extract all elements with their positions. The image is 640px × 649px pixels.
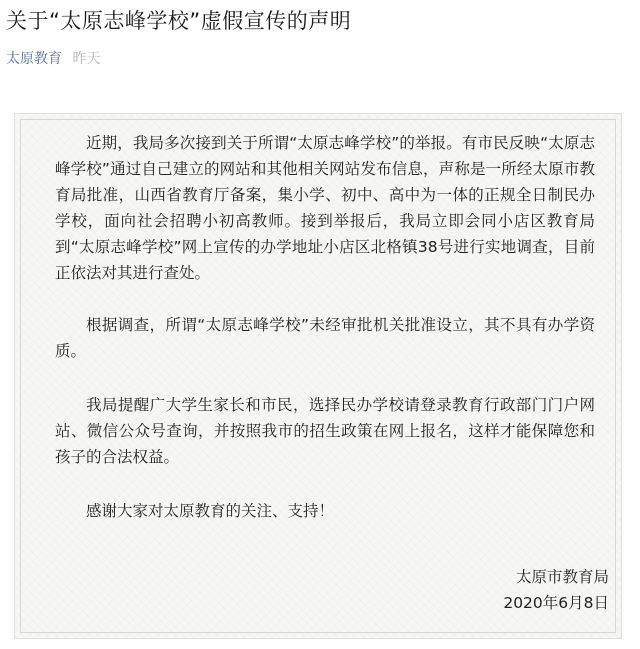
notice-paragraph: 感谢大家对太原教育的关注、支持！ [86, 502, 335, 520]
signature-organization: 太原市教育局 [515, 568, 609, 586]
article-header [6, 6, 634, 68]
notice-signature [503, 564, 609, 616]
notice-paragraph: 近期，我局多次接到关于所谓“太原志峰学校”的举报。有市民反映“太原志峰学校”通过自己建立的网站和其他相关网站发布信息，声称是一所经太原市教育局批准，山西省教育厅备案，集小学、初中、高中为一体的正规全日制民办学校，面向社会招聘小初高教师。接到举报后，我局立即会同小店区教育局到“太原志峰学校”网上宣传的办学地址小店区北格镇38号进行实地调查，目前正依法对其进行查处。 [55, 134, 595, 282]
notice-image [14, 113, 622, 639]
notice-body [55, 130, 595, 550]
notice-paragraph: 我局提醒广大学生家长和市民，选择民办学校请登录教育行政部门门户网站、微信公众号查询，并按照我市的招生政策在网上报名，这样才能保障您和孩子的合法权益。 [55, 396, 595, 466]
publish-time: 昨天 [72, 51, 101, 67]
article-title: 关于“太原志峰学校”虚假宣传的声明 [6, 9, 352, 33]
account-name-link[interactable]: 太原教育 [6, 51, 62, 67]
notice-paragraph: 根据调查，所谓“太原志峰学校”未经审批机关批准设立，其不具有办学资质。 [55, 316, 595, 360]
article-meta [6, 50, 634, 68]
signature-date: 2020年6月8日 [503, 594, 609, 612]
